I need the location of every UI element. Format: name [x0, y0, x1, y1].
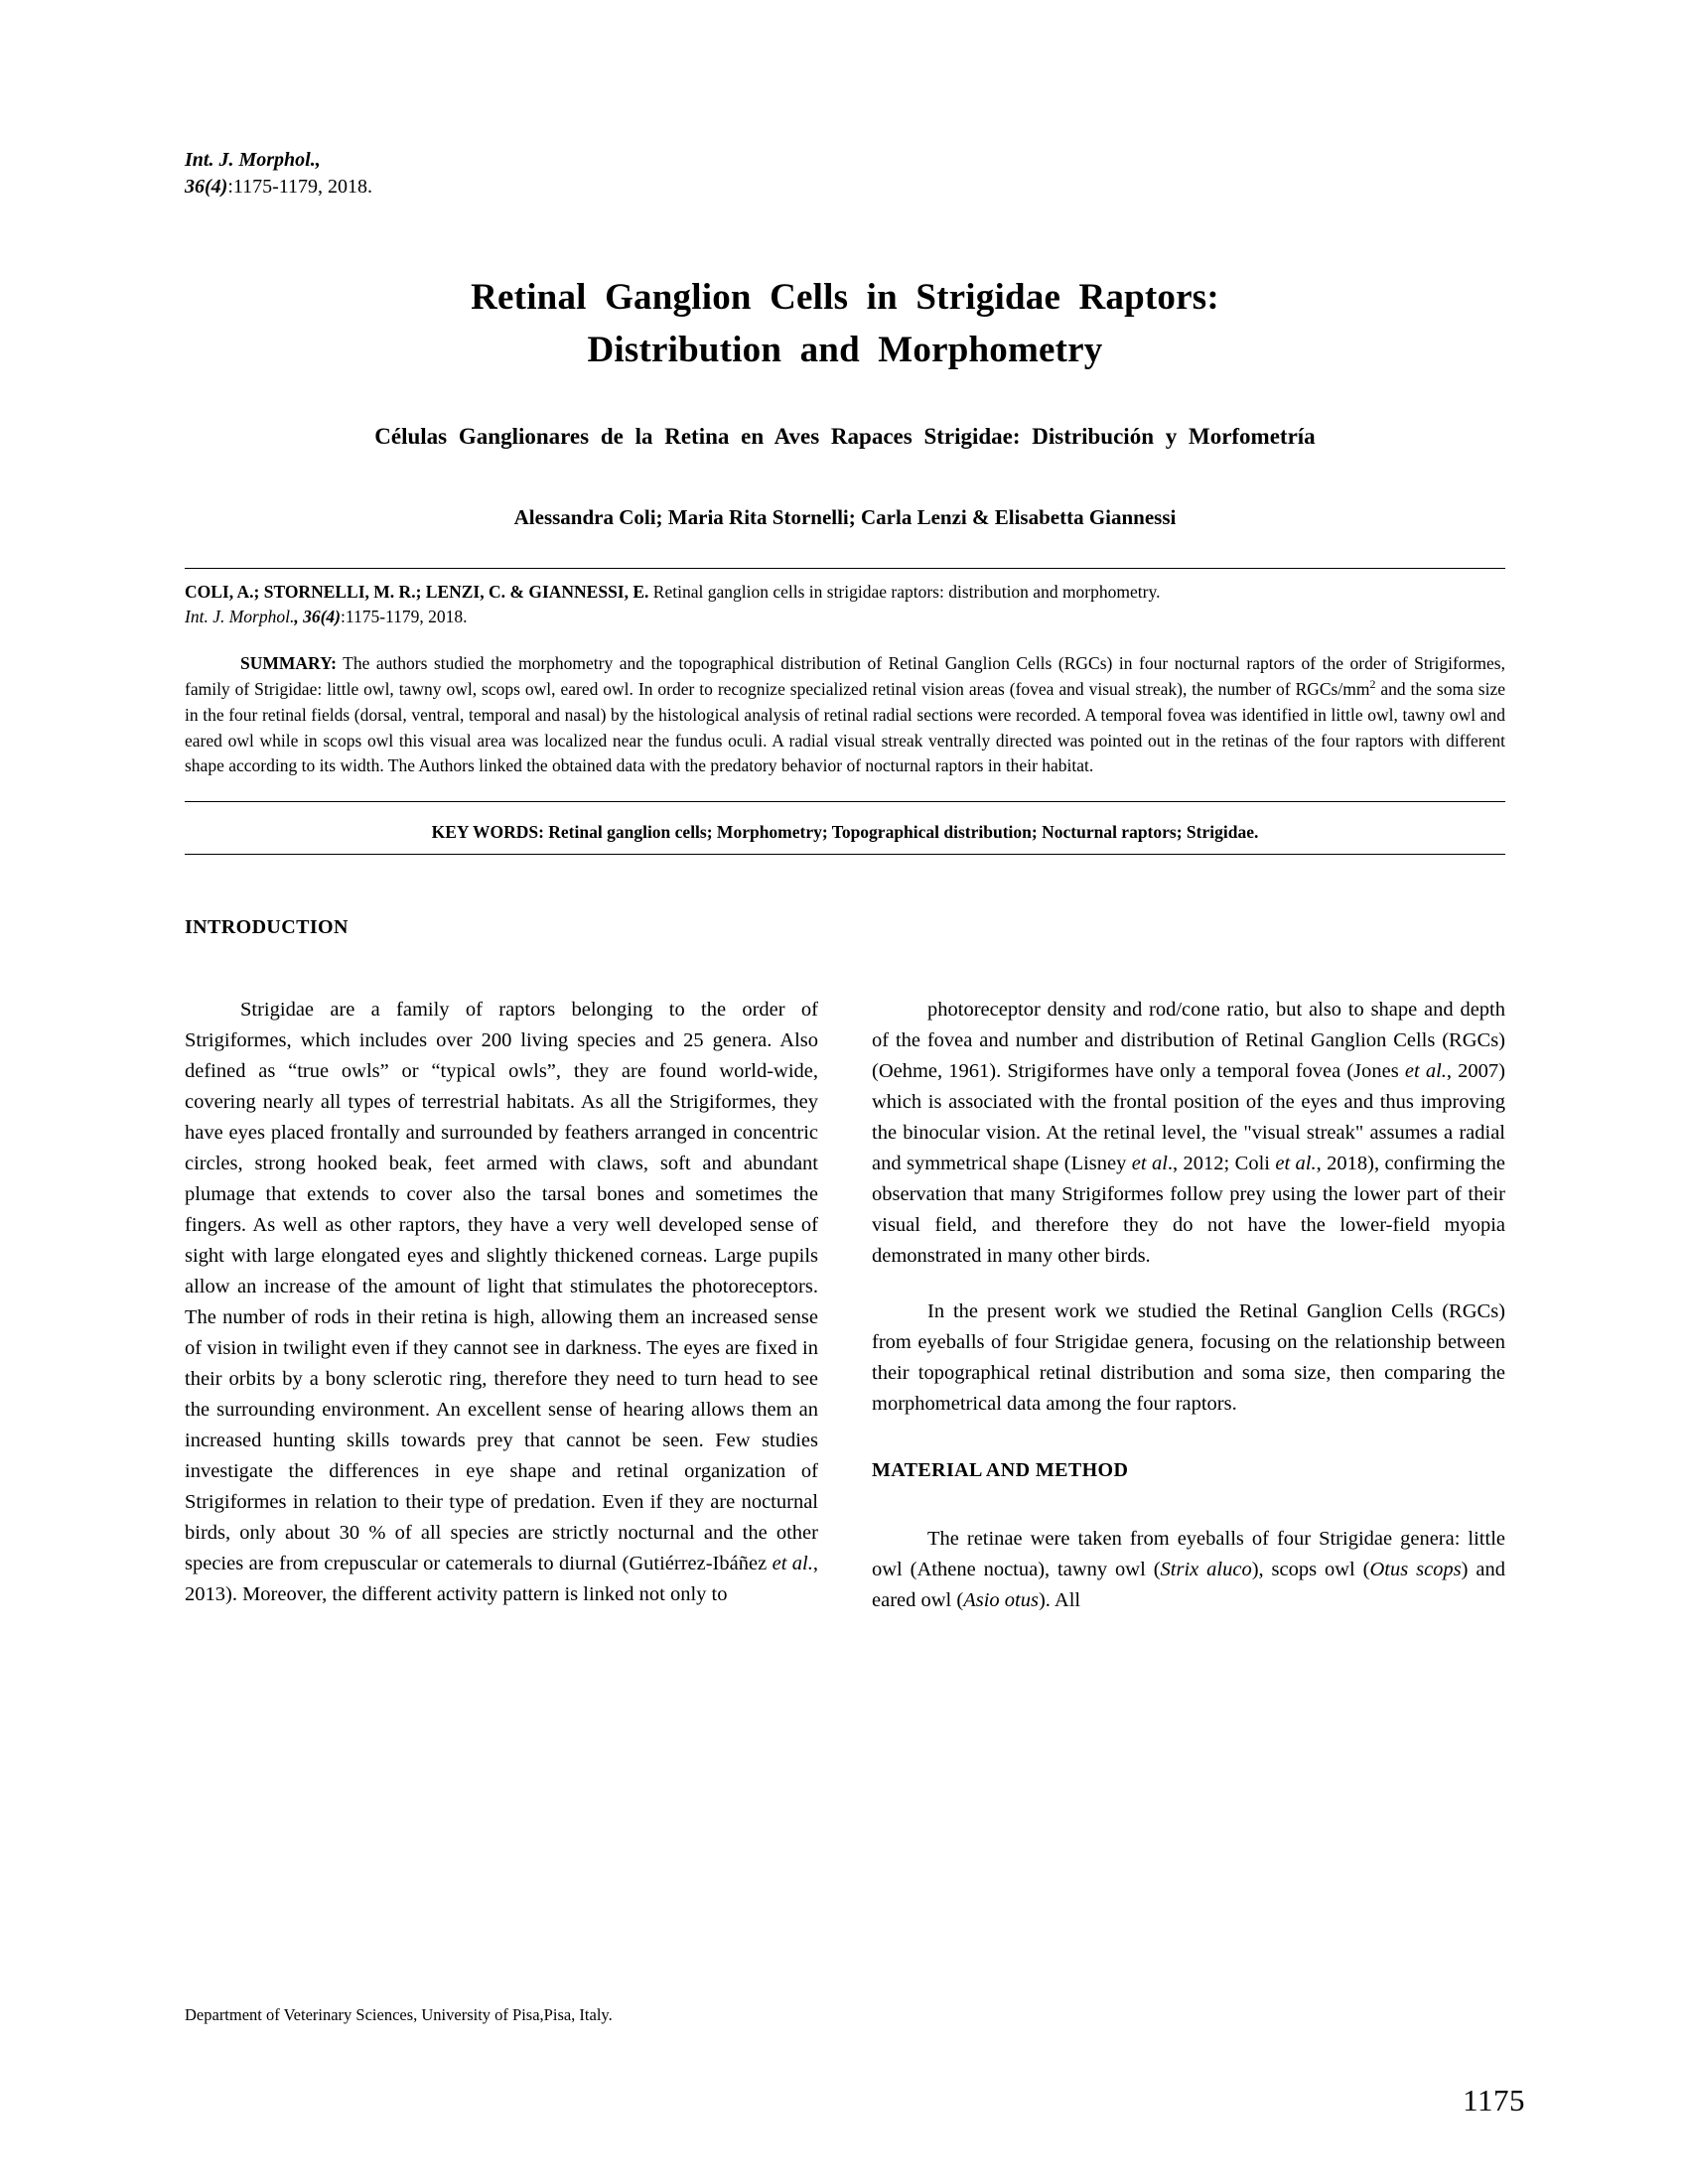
journal-volume: 36(4)	[185, 176, 228, 198]
section-heading-material-and-method: MATERIAL AND METHOD	[872, 1459, 1129, 1482]
right-column	[872, 995, 1505, 1617]
keywords-bottom-divider	[185, 854, 1505, 855]
authors-line: Alessandra Coli; Maria Rita Stornelli; Carla Lenzi & Elisabetta Giannessi	[513, 505, 1177, 530]
journal-name: Int. J. Morphol.,	[185, 149, 321, 171]
right-p3-italic-3: Asio otus	[963, 1589, 1039, 1612]
right-p1-c: ., 2012; Coli	[1167, 1152, 1276, 1174]
summary-paragraph	[185, 651, 1505, 779]
right-column-paragraph-3	[872, 1524, 1505, 1616]
right-p3-c: ) and eared owl (	[872, 1559, 1505, 1612]
citation-article-title: Retinal ganglion cells in strigidae raptors: distribution and morphometry.	[648, 582, 1161, 603]
citation-pages-year: :1175-1179, 2018.	[341, 607, 468, 627]
right-column-paragraph-2: In the present work we studied the Retinal Ganglion Cells (RGCs) from eyeballs of four Strigidae genera, focusing on the relationship between their topographical retinal distribution and soma size, then comparing the morphometrical data among the four raptors.	[872, 1299, 1505, 1416]
section-heading-introduction: INTRODUCTION	[185, 915, 349, 938]
body-columns	[185, 995, 1505, 1617]
journal-pages-year: :1175-1179, 2018.	[227, 176, 373, 198]
summary-text-part1: The authors studied the morphometry and the topographical distribution of Retinal Ganglion Cells (RGCs) in four nocturnal raptors of the order of Strigiformes, family of Strigidae: little owl, tawny owl, scops owl, eared owl. In order to recognize specialized retinal vision areas (fovea and visual streak), the number of RGCs/mm	[185, 653, 1505, 700]
citation-volume: , 36(4)	[294, 607, 341, 627]
right-p3-b: ), scops owl (	[1251, 1559, 1370, 1581]
right-p3-d: ). All	[1038, 1589, 1081, 1612]
page-title-line-2: Distribution and Morphometry	[587, 329, 1103, 370]
summary-label: SUMMARY:	[240, 653, 337, 674]
citation-top-divider	[185, 568, 1505, 569]
left-p1-italic-etal: et al.	[772, 1553, 813, 1575]
summary-text-part2: and the soma size in the four retinal fields (dorsal, ventral, temporal and nasal) by the histological analysis of retinal radial sections were recorded. A temporal fovea was identified in little owl, tawny owl and eared owl while in scops owl this visual area was localized near the fundus oculi. A radial visual streak ventrally directed was pointed out in the retinas of the four raptors with different shape according to its width. The Authors linked the obtained data with the predatory behavior of nocturnal raptors in their habitat.	[185, 679, 1506, 776]
summary-superscript: 2	[1369, 677, 1376, 692]
right-p1-italic-2: et al	[1131, 1152, 1168, 1174]
page-number: 1175	[1463, 2083, 1525, 2117]
page-title-line-1: Retinal Ganglion Cells in Strigidae Raptors:	[471, 277, 1219, 318]
right-p3-a: The retinae were taken from eyeballs of four Strigidae genera: little owl (Athene noctua), tawny owl (	[872, 1528, 1505, 1581]
keywords-line: KEY WORDS: Retinal ganglion cells; Morphometry; Topographical distribution; Nocturnal raptors; Strigidae.	[431, 822, 1259, 843]
affiliation-footnote: Department of Veterinary Sciences, University of Pisa,Pisa, Italy.	[185, 2005, 613, 2024]
right-p1-italic-1: et al.	[1404, 1059, 1447, 1082]
spanish-subtitle: Células Ganglionares de la Retina en Aves Rapaces Strigidae: Distribución y Morfometría	[374, 424, 1316, 450]
page-content	[185, 0, 1505, 1616]
right-p3-italic-1: Strix aluco	[1160, 1559, 1252, 1581]
right-p1-italic-3: et al.	[1275, 1152, 1317, 1174]
left-column-paragraph-1	[185, 995, 818, 1611]
journal-header	[185, 147, 1505, 201]
citation-journal: Int. J. Morphol.	[185, 607, 295, 627]
right-p1-d: , 2018), confirming the observation that many Strigiformes follow prey using the lower part of their visual field, and therefore they do not have the lower-field myopia demonstrated in many other birds.	[872, 1152, 1505, 1267]
left-column	[185, 995, 818, 1617]
journal-volume-line	[185, 174, 1505, 201]
citation-block	[185, 580, 1505, 629]
right-p1-b: , 2007) which is associated with the frontal position of the eyes and thus improving the binocular vision. At the retinal level, the "visual streak" assumes a radial and symmetrical shape (Lisney	[872, 1059, 1505, 1174]
left-p1-text-end: , 2013). Moreover, the different activity pattern is linked not only to	[185, 1553, 818, 1606]
title-block	[185, 272, 1505, 376]
right-column-paragraph-1	[872, 995, 1505, 1272]
left-p1-text: Strigidae are a family of raptors belonging to the order of Strigiformes, which includes over 200 living species and 25 genera. Also defined as “true owls” or “typical owls”, they are found world-wide, covering nearly all types of terrestrial habitats. As all the Strigiformes, they have eyes placed frontally and surrounded by feathers arranged in concentric circles, strong hooked beak, feet armed with claws, soft and abundant plumage that extends to cover also the tarsal bones and sometimes the fingers. As well as other raptors, they have a very well developed sense of sight with large elongated eyes and slightly thickened corneas. Large pupils allow an increase of the amount of light that stimulates the photoreceptors. The number of rods in their retina is high, allowing them an increased sense of vision in twilight even if they cannot see in darkness. The eyes are fixed in their orbits by a bony sclerotic ring, therefore they need to turn head to see the surrounding environment. An excellent sense of hearing allows them an increased hunting skills towards prey that cannot be seen. Few studies investigate the differences in eye shape and retinal organization of Strigiformes in relation to their type of predation. Even if they are nocturnal birds, only about 30 % of all species are strictly nocturnal and the other species are from crepuscular or catemerals to diurnal (Gutiérrez-Ibáñez	[185, 998, 818, 1575]
right-p1-a: photoreceptor density and rod/cone ratio, but also to shape and depth of the fovea and number and distribution of Retinal Ganglion Cells (RGCs) (Oehme, 1961). Strigiformes have only a temporal fovea (Jones	[872, 998, 1505, 1082]
right-p3-italic-2: Otus scops	[1369, 1559, 1462, 1581]
keywords-top-divider	[185, 801, 1505, 802]
citation-authors: COLI, A.; STORNELLI, M. R.; LENZI, C. & GIANNESSI, E.	[185, 582, 649, 603]
